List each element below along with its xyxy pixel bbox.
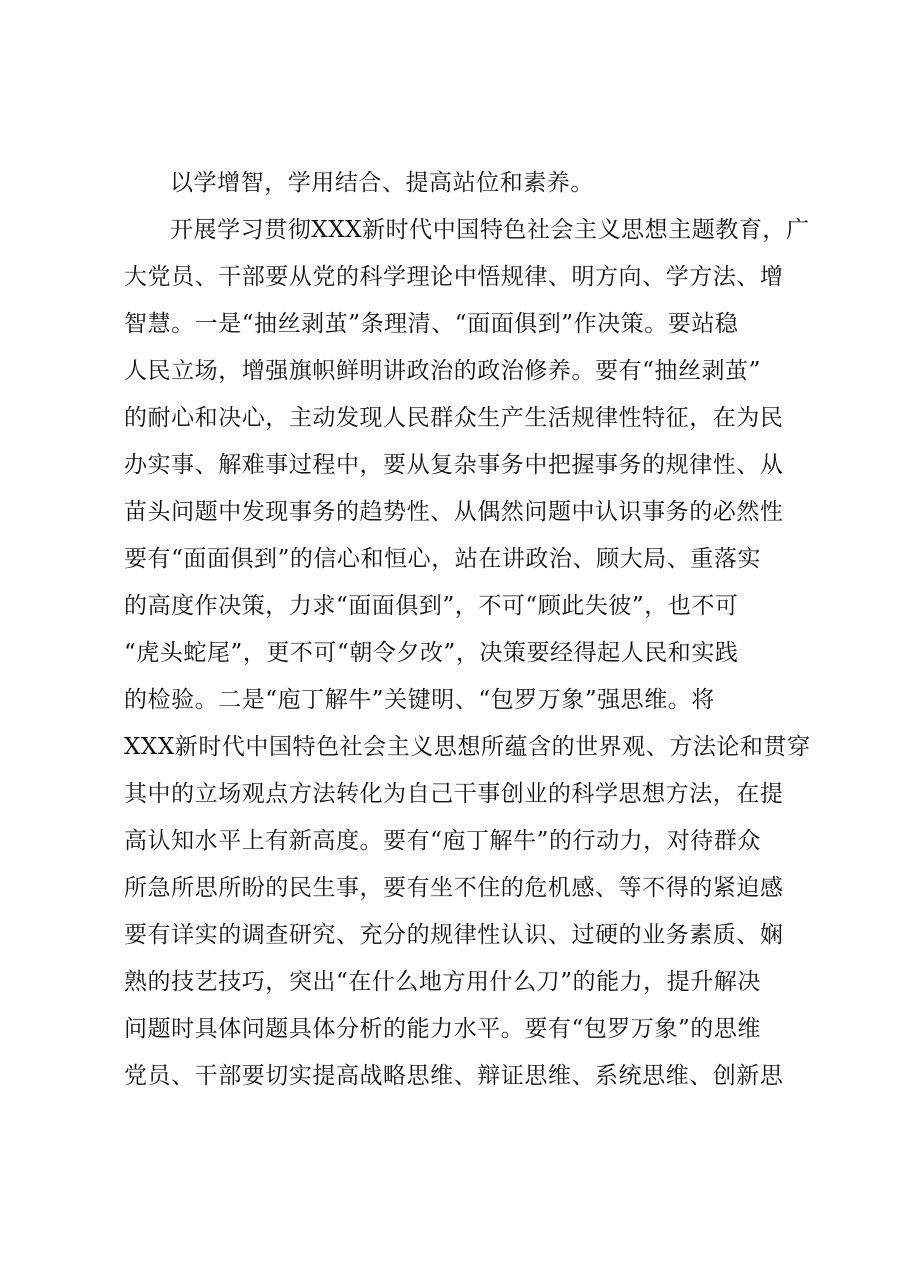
paragraph-line: 要有详实的调查研究、充分的规律性认识、过硬的业务素质、娴 — [124, 922, 784, 948]
paragraph-line: 要有“面面俱到”的信心和恒心，站在讲政治、顾大局、重落实 — [124, 546, 761, 572]
paragraph-line: 苗头问题中发现事务的趋势性、从偶然问题中认识事务的必然性 — [124, 499, 784, 525]
paragraph-line: 高认知水平上有新高度。要有“庖丁解牛”的行动力，对待群众 — [124, 828, 761, 854]
paragraph-line: 问题时具体问题具体分析的能力水平。要有“包罗万象”的思维 — [124, 1016, 761, 1042]
body-text — [124, 160, 814, 1100]
paragraph-line: 智慧。一是“抽丝剥茧”条理清、“面面俱到”作决策。要站稳 — [124, 311, 739, 337]
paragraph-heading-line: 以学增智，学用结合、提高站位和素养。 — [170, 170, 594, 196]
paragraph-line: 党员、干部要切实提高战略思维、辩证思维、系统思维、创新思 — [124, 1063, 784, 1089]
paragraph-line: 其中的立场观点方法转化为自己干事创业的科学思想方法，在提 — [124, 781, 784, 807]
paragraph-line: 所急所思所盼的民生事，要有坐不住的危机感、等不得的紧迫感 — [124, 875, 784, 901]
paragraph-line: 的检验。二是“庖丁解牛”关键明、“包罗万象”强思维。将 — [124, 687, 715, 713]
paragraph-line: 的耐心和决心，主动发现人民群众生产生活规律性特征，在为民 — [124, 405, 784, 431]
paragraph-line: 大党员、干部要从党的科学理论中悟规律、明方向、学方法、增 — [124, 264, 784, 290]
paragraph-line: 办实事、解难事过程中，要从复杂事务中把握事务的规律性、从 — [124, 452, 784, 478]
paragraph-line: XXX新时代中国特色社会主义思想所蕴含的世界观、方法论和贯穿 — [124, 734, 811, 760]
paragraph-line: “虎头蛇尾”，更不可“朝令夕改”，决策要经得起人民和实践 — [124, 640, 739, 666]
paragraph-line: 熟的技艺技巧，突出“在什么地方用什么刀”的能力，提升解决 — [124, 969, 761, 995]
paragraph-line: 开展学习贯彻XXX新时代中国特色社会主义思想主题教育，广 — [170, 217, 810, 243]
paragraph-line: 人民立场，增强旗帜鲜明讲政治的政治修养。要有“抽丝剥茧” — [124, 358, 761, 384]
paragraph-line: 的高度作决策，力求“面面俱到”，不可“顾此失彼”，也不可 — [124, 593, 739, 619]
